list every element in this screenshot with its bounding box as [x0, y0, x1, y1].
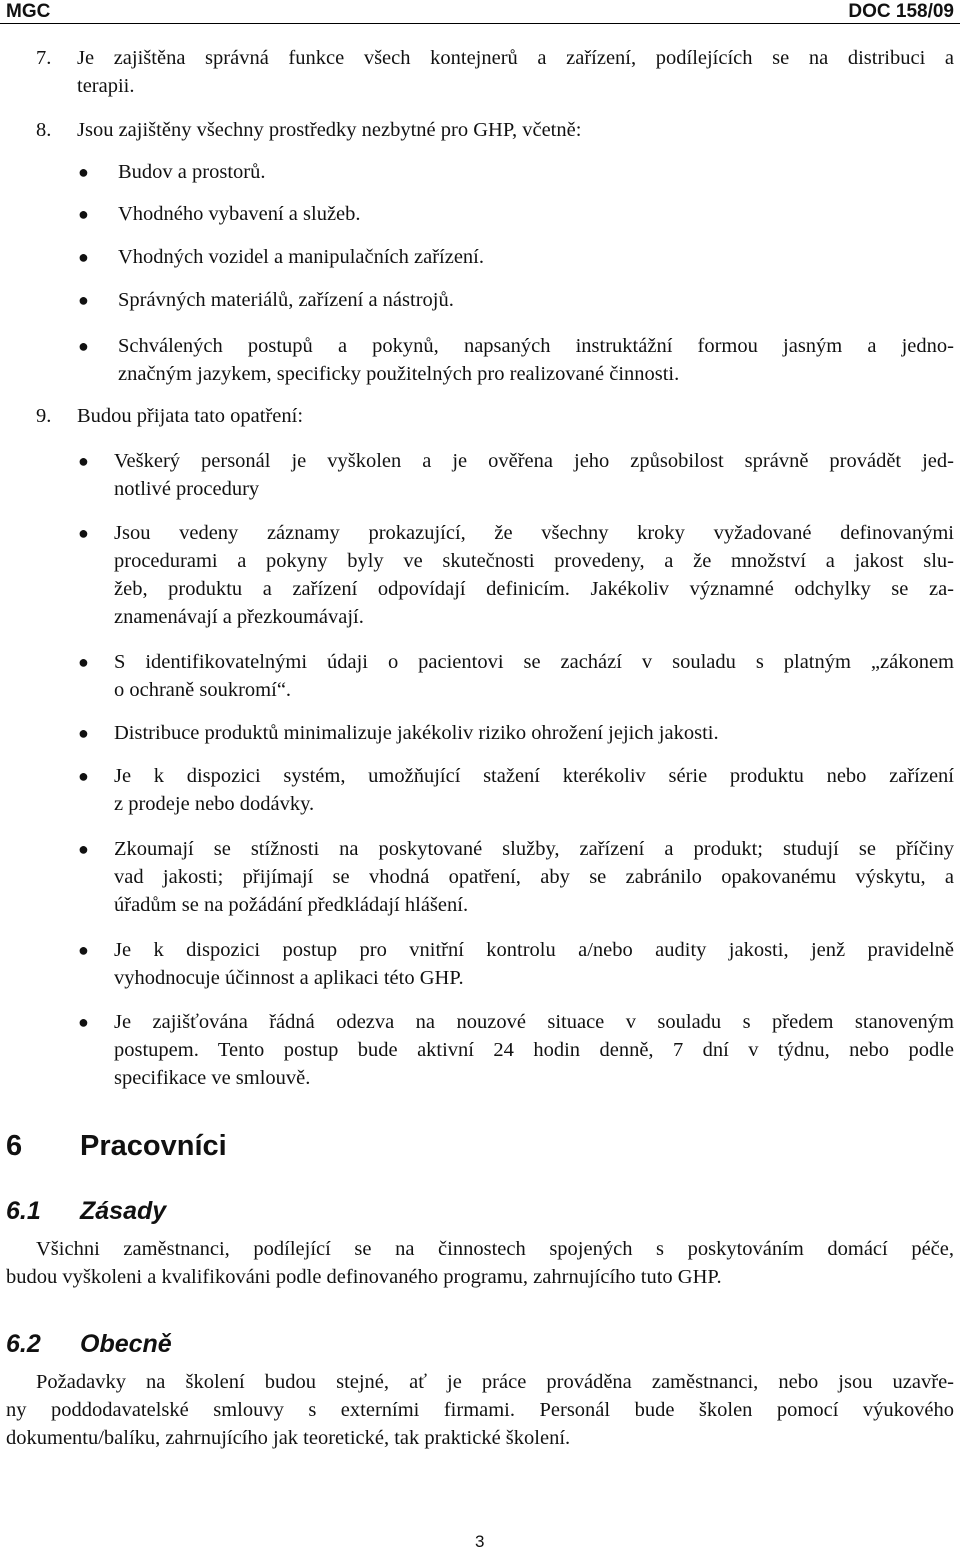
subsection-title: Obecně [80, 1330, 172, 1358]
paragraph-line: budou vyškoleni a kvalifikováni podle definovaného programu, zahrnujícího tuto GHP. [6, 1266, 722, 1288]
page-number: 3 [475, 1532, 485, 1551]
bullet-line: z prodeje nebo dodávky. [114, 793, 315, 815]
section-title: Pracovníci [80, 1130, 227, 1162]
bullet-line: Distribuce produktů minimalizuje jakékoliv riziko ohrožení jejich jakosti. [114, 722, 719, 744]
subsection-number: 6.1 [6, 1197, 41, 1225]
bullet-line: Veškerý personál je vyškolen a je ověřena jeho způsobilost správně provádět jed- [114, 450, 954, 472]
bullet-line: Je k dispozici postup pro vnitřní kontrolu a/nebo audity jakosti, jenž pravidelně [114, 939, 954, 961]
subsection-title: Zásady [80, 1197, 167, 1225]
bullet-line: o ochraně soukromí“. [114, 679, 292, 701]
sub-bullet-text: Vhodných vozidel a manipulačních zařízení. [118, 246, 485, 268]
paragraph-line: dokumentu/balíku, zahrnujícího jak teoretické, tak praktické školení. [6, 1427, 571, 1449]
list-item-line: Je zajištěna správná funkce všech kontejnerů a zařízení, podílejících se na distribuci a [77, 47, 954, 69]
list-item-text: Jsou zajištěny všechny prostředky nezbytné pro GHP, včetně: [77, 119, 582, 141]
sub-bullet-text: Správných materiálů, zařízení a nástrojů. [118, 289, 454, 311]
bullet-icon: ● [78, 723, 89, 743]
paragraph-line: Požadavky na školení budou stejné, ať je práce prováděna zaměstnanci, nebo jsou uzavře- [36, 1371, 954, 1393]
subsection-number: 6.2 [6, 1330, 41, 1358]
bullet-line: specifikace ve smlouvě. [114, 1067, 311, 1089]
header-rule [0, 23, 960, 24]
list-item-text: Budou přijata tato opatření: [77, 405, 304, 427]
bullet-icon: ● [78, 290, 89, 310]
header-doc-number: DOC 158/09 [848, 1, 954, 22]
bullet-icon: ● [78, 839, 89, 859]
bullet-line: S identifikovatelnými údaji o pacientovi se zachází v souladu s platným „zákonem [114, 651, 954, 673]
header-doc-code: MGC [6, 1, 51, 22]
paragraph-line: ny poddodavatelské smlouvy s externími firmami. Personál bude školen pomocí výukového [6, 1399, 954, 1421]
bullet-icon: ● [78, 451, 89, 471]
bullet-line: žeb, produktu a zařízení odpovídají definicím. Jakékoliv významné odchylky se za- [114, 578, 954, 600]
bullet-line: Jsou vedeny záznamy prokazující, že všechny kroky vyžadované definovanými [114, 522, 954, 544]
bullet-icon: ● [78, 1012, 89, 1032]
list-item-number: 9. [36, 405, 52, 427]
bullet-line: Zkoumají se stížnosti na poskytované služby, zařízení a produkt; studují se příčiny [114, 838, 954, 860]
bullet-icon: ● [78, 162, 89, 182]
bullet-icon: ● [78, 766, 89, 786]
sub-bullet-text: Budov a prostorů. [118, 161, 266, 183]
bullet-line: postupem. Tento postup bude aktivní 24 hodin denně, 7 dní v týdnu, nebo podle [114, 1039, 954, 1061]
sub-bullet-text: Vhodného vybavení a služeb. [118, 203, 361, 225]
bullet-icon: ● [78, 336, 89, 356]
bullet-line: vyhodnocuje účinnost a aplikaci této GHP. [114, 967, 464, 989]
sub-bullet-text: Schválených postupů a pokynů, napsaných instruktážní formou jasným a jedno- [118, 335, 954, 357]
paragraph-line: Všichni zaměstnanci, podílející se na činnostech spojených s poskytováním domácí péče, [36, 1238, 954, 1260]
bullet-line: Je k dispozici systém, umožňující stažení kterékoliv série produktu nebo zařízení [114, 765, 954, 787]
section-number: 6 [6, 1130, 23, 1162]
bullet-line: úřadům se na požádání předkládají hlášení. [114, 894, 469, 916]
list-item-number: 7. [36, 47, 52, 69]
bullet-icon: ● [78, 652, 89, 672]
bullet-line: notlivé procedury [114, 478, 260, 500]
list-item-number: 8. [36, 119, 52, 141]
bullet-icon: ● [78, 247, 89, 267]
bullet-icon: ● [78, 523, 89, 543]
sub-bullet-text: značným jazykem, specificky použitelných pro realizované činnosti. [118, 363, 680, 385]
page-header [0, 0, 960, 24]
bullet-line: vad jakosti; přijímají se vhodná opatření, aby se zabránilo opakovanému výskytu, a [114, 866, 954, 888]
bullet-icon: ● [78, 940, 89, 960]
bullet-line: Je zajišťována řádná odezva na nouzové situace v souladu s předem stanoveným [114, 1011, 954, 1033]
bullet-line: procedurami a pokyny byly ve skutečnosti provedeny, a že množství a jakost slu- [114, 550, 954, 572]
bullet-line: znamenávají a přezkoumávají. [114, 606, 364, 628]
bullet-icon: ● [78, 204, 89, 224]
list-item-line: terapii. [77, 75, 135, 97]
